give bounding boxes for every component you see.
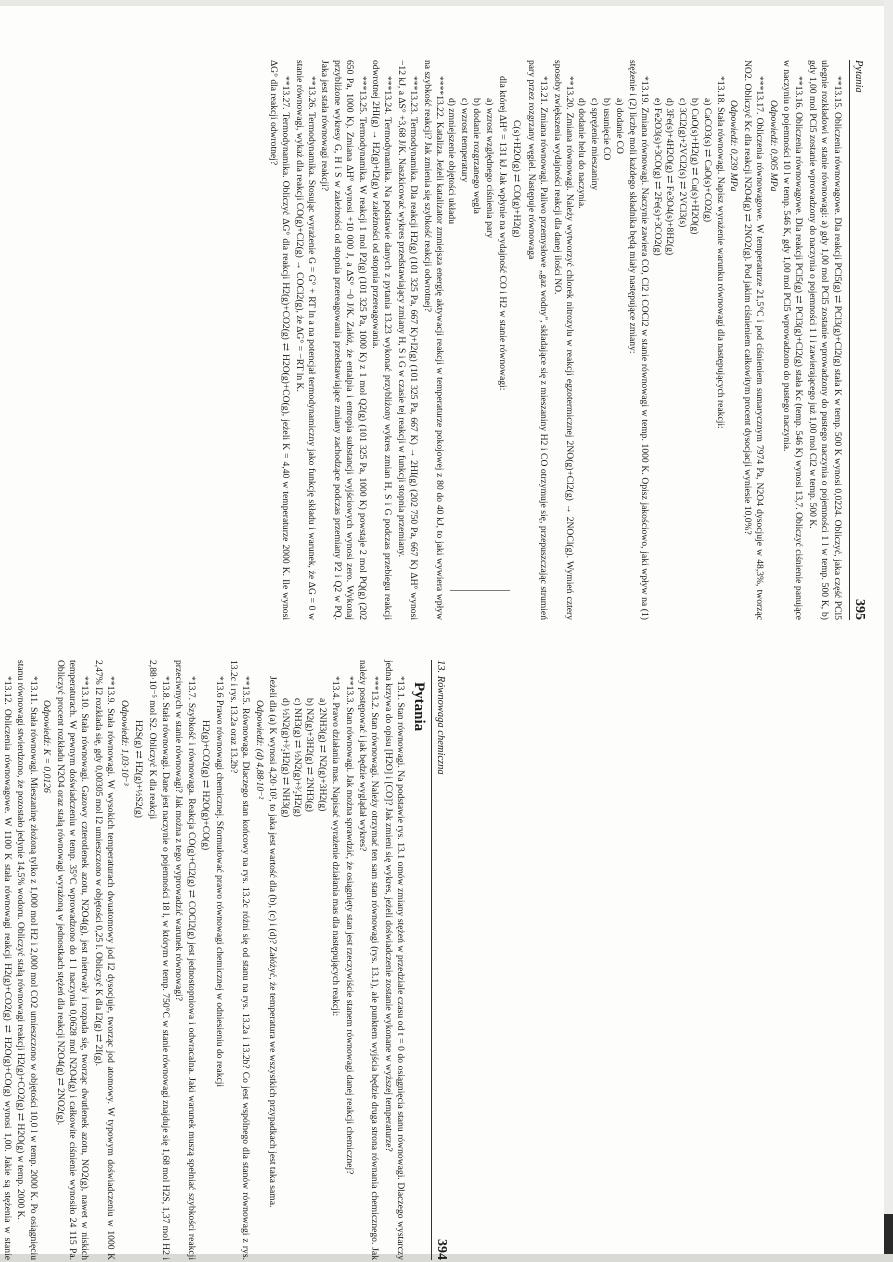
sub-item: e) Fe2O3(s)+3CO(g) ⇄ 2Fe(s)+3CO2(g): [651, 98, 663, 256]
scan-edge-right: [884, 0, 893, 1262]
problem-text: **13.26. Termodynamika. Stosując wyrażenie G = G° + RT ln a na potencjał termodynamiczny jako funkcję składu i warunek, że ΔG = 0 w stanie równowagi, wykaż dla reakcji CO(g)+Cl2(g) → COCl2(g), że ΔG° = −RT ln K.: [293, 60, 317, 620]
section-title: Pytania: [410, 682, 427, 732]
problem-text: **13.9. Stała równowagi. W wysokich temperaturach dwuatomowy jod I2 dysocjuje, tworząc jod atomowy. W typowym doświadczeniu w 1000 K 2,47% I2 rozkłada się, gdy 0,00305 mol I2 umieszczono w objętości 0,25 l. Obliczyć K dla I2(g) ⇄ 2I(g).: [92, 660, 117, 1260]
problem-text: *13.6 Prawo równowagi chemicznej. Sformułować prawo równowagi chemicznej w odniesieniu do reakcji: [214, 676, 226, 1088]
running-head-left: [431, 660, 447, 1260]
reaction-line: d) ½N2(g)+³⁄₂H2(g) ⇄ NH3(g): [279, 698, 291, 818]
sub-item: d) 3Fe(s)+4H2O(g) ⇄ Fe3O4(s)+8H2(g): [664, 98, 676, 256]
problem-text: ***13.23. Termodynamika. Dla reakcji H2(g) (101 325 Pa, 667 K)+I2(g) (101 325 Pa, 667 K) → 2HI(g) (202 750 Pa, 667 K) ΔH° wynosi −12 kJ, a ΔS° +3,68 J/K. Naszkicować wykres przedstawiający zmiany H, S i G w czasie tej reakcji w funkcji stopnia przemiany.: [395, 60, 420, 620]
problem-text: *13.12. Obliczenia równowagowe. W 1100 K stała równowagi reakcji H2(g)+CO2(g) ⇄ H2O(g)+CO(g) wynosi 1,00. Jakie są stężenia w stanie: [2, 676, 13, 1260]
running-head-right: [849, 60, 865, 620]
reaction-line: c) NH3(g) ⇄ ½N2(g)+³⁄₂H2(g): [291, 698, 303, 817]
sub-item: a) CaCO3(s) ⇄ CaO(s)+CO2(g): [701, 98, 713, 223]
sub-item: b) usunięcie CO: [601, 98, 613, 161]
page-394: [2, 660, 449, 1260]
problem-text: **13.3. Stan równowagi. Jak można sprawdzić, że osiągnięty stan jest rzeczywiście stanem równowagi danej reakcji chemicznej?: [343, 676, 355, 1175]
page-395: [267, 60, 867, 620]
sub-item: c) 3Cl2(g)+2VCl2(s) ⇄ 2VCl3(s): [676, 98, 688, 228]
reaction-line: b) N2(g)+3H2(g) ⇄ 2NH3(g): [304, 698, 316, 812]
equation: H2(g)+CO2(g) ⇄ H2O(g)+CO(g): [200, 720, 212, 851]
sub-item: a) dodanie CO: [613, 98, 625, 154]
problem-text: *13.4. Prawo działania mas. Napisać wyrażenie działania mas dla następujących reakcji:: [330, 676, 342, 1017]
answer-text: Odpowiedź: 1,03·10⁻³: [118, 700, 130, 786]
page-number-right: 395: [852, 599, 867, 620]
reactions-13-4: [278, 660, 328, 1260]
problem-text: *13.11. Stała równowagi. Mieszaninę złożoną tylko z 1,000 mol H2 i 2,000 mol CO2 umieszczono w objętości 10,0 l w temp. 2000 K. Po osiągnięciu stanu równowagi stwierdzono, że pozostało jedynie 14,5% wodoru. Obliczyć stałą równowagi reakcji H2(g)+CO2(g) ⇄ H2O(g) w temp. 2000 K.: [15, 660, 39, 1260]
answer-text: Odpowiedź: 0,905 MPa: [767, 100, 779, 192]
problem-text: *13.19. Zmiana równowagi. Naczynie zawiera CO, Cl2 i COCl2 w stanie równowagi w temp. 1000 K. Opisz jakościowo, jaki wpływ na (1) stężenie i (2) liczbę moli każdego składnika będą miały następujące zmiany:: [627, 60, 651, 620]
problem-text: ***13.25. Termodynamika. W reakcji 1 mol P2(g) (101 325 Pa, 1000 K) z 1 mol Q2(g) (101 325 Pa, 1000 K) powstaje 2 mol PQ(g) (202 650 Pa, 1000 K). Zmiana ΔH° wynosi +10 000 J, a ΔS° −0 J/K. Załóż, że entalpia i entropia substancji wyjściowych wynosi zero. Wykonaj przybliżone wykresy G, H i S w zależności od stopnia przereagowania przedstawiające zmiany zachodzące podczas przemiany P2 i Q2 w PQ. Jaka jest stała równowagi reakcji?: [319, 60, 368, 620]
left-problem-list: [329, 660, 406, 1260]
problem-text: ***13.17. Obliczenia równowagowe. W temperaturze 21,5°C i pod ciśnieniem sumarycznym 7974 Pa, N2O4 dysocjuje w 48,3%, tworząc NO2. Obliczyć Kc dla reakcji N2O4(g) ⇄ 2NO2(g). Pod jakim ciśnieniem całkowitym procent dysocjacji wyniesie 10,0%?: [741, 60, 766, 620]
problem-text: **13.10. Stała równowagi. Gazowy czterotlenek azotu, N2O4(g), jest nietrwały i rozpada się, tworząc dwutlenek azotu, NO2(g), nawet w niskich temperaturach. W pewnym doświadczeniu w temp. 35°C wprowadzono do 1 l naczynia 0,0628 mol N2O4(g) i całkowite ciśnienie wynosiło 24 115 Pa. Obliczyć procent rozkładu N2O4 oraz stałą równowagi wyrażoną w jednostkach stężeń dla reakcji N2O4(g) ⇄ 2NO2(g).: [54, 660, 91, 1260]
problem-text: **13.16. Obliczenia równowagowe. Dla reakcji PCl5(g) ⇄ PCl3(g)+Cl2(g) stała Kc (temp. 546 K) wynosi 13,7. Obliczyć ciśnienie panujące w naczyniu o pojemności 10 l w temp. 546 K, gdy 1,00 mol PCl5 wprowadzono do pustego naczynia.: [780, 60, 805, 620]
problem-text: **13.20. Zmiana równowagi. Należy wytworzyć chlorek nitrozylu w reakcji egzotermicznej 2NO(g)+Cl2(g) → 2NOCl(g). Wymień cztery sposoby zwiększenia wydajności reakcji dla danej ilości NO.: [551, 60, 576, 620]
problem-text: **13.5. Równowaga. Dlaczego stan końcowy na rys. 13.2c różni się od stanu na rys. 13.2a i 13.2b? Co jest wspólnego dla stanów równowagi z rys. 13.2c i rys. 13.2a oraz 13.2b?: [227, 660, 252, 1260]
running-title-left: 13. Równowaga chemiczna: [435, 660, 446, 775]
problem-text: *13.1. Stan równowagi. Na podstawie rys. 13.1 omów zmiany stężeń w przedziale czasu od t = 0 do osiągnięcia stanu równowagi. Dlaczego wystarczy jedna krzywa do opisu [H2O] i [CO]? Jak zmieni się wykres, jeżeli doświadczenie zostanie wykonane w wyższej temperaturze?: [382, 660, 407, 1260]
problem-text: *13.18. Stała równowagi. Napisz wyrażenie warunku równowagi dla następujących reakcji:: [714, 76, 726, 429]
equation: H2S(g) ⇄ H2(g)+½S2(g): [133, 720, 145, 818]
problem-text: **13.15. Obliczenia równowagowe. Dla reakcji PCl5(g) ⇄ PCl3(g)+Cl2(g) stała K w temp. 500 K wynosi 0,0224. Obliczyć, jaka część PCl5 ulegnie rozkładowi w stanie równowagi: a) gdy 1,00 mol PCl5 zostanie wprowadzony do pustego naczynia o pojemności 1 l w temp. 500 K, b) gdy 1,00 mol PCl5 zostanie wprowadzony do naczynia o pojemności 1 l i zawierającego już 1,00 mol Cl2 w temp. 500 K.: [806, 60, 843, 620]
sub-item: a) wzrost względnego ciśnienia pary: [483, 98, 495, 239]
running-title-right: Pytania: [853, 60, 864, 93]
problem-text: *13.21. Zmiana równowagi. Paliwo przemysłowe „gaz wodny", składające się z mieszaniny H2 i CO otrzymuje się, przepuszczając strumień pary przez rozgrzany węgiel. Następuje równowaga: [525, 60, 550, 620]
problem-text: dla której ΔH° = 131 kJ. Jak wpłynie na wydajność CO i H2 w stanie równowagi:: [497, 76, 509, 391]
sub-item: b) CuO(s)+H2(g) ⇄ Cu(s)+H2O(g): [689, 98, 701, 235]
scan-edge-top: [0, 0, 893, 6]
problem-text: ****13.22. Kataliza. Jeżeli katalizator zmniejsza energię aktywacji reakcji w temperaturze pokojowej z 80 do 40 kJ, to jaki wywiera wpływ na szybkość reakcji? Jak zmienia się szybkość reakcji odwrotnej?: [421, 60, 445, 620]
problem-text: ***13.2. Stan równowagi. Należy otrzymać ten sam stan równowagi (rys. 13.1), ale punktem wyjścia będzie druga strona równania chemicznego. Jak należy postępować i jak będzie wyglądał wykres?: [356, 660, 381, 1260]
answer-text: Odpowiedź: 0,239 MPa: [728, 100, 740, 192]
problem-text: *13.7. Szybkość i równowaga. Reakcja CO(g)+Cl2(g) ⇄ COCl2(g) jest jednostopniowa i odwracalna. Jaki warunek muszą spełniać szybkości reakcji przeciwnych w stanie równowagi? Jak można z tego wyprowadzić warunek równowagi?: [173, 660, 197, 1260]
left-problem-list-continued: [0, 660, 278, 1260]
problem-text: ***13.24. Termodynamika. Na podstawie danych z pytania 13.23 wykonać przybliżony wykres zmian H, S i G podczas przebiegu reakcji odwrotnej 2HI(g) → H2(g)+I2(g) w zależności od stopnia przereagowania.: [369, 60, 394, 620]
page-number-left: 394: [434, 1239, 449, 1260]
sub-item: b) dodanie rozgrzanego węgla: [471, 98, 483, 214]
reaction-line: a) 2NH3(g) ⇄ N2(g)+3H2(g): [316, 698, 328, 812]
problem-text: **13.27. Termodynamika. Obliczyć ΔG° dla reakcji H2(g)+CO2(g) ⇄ H2O(g)+CO(g), jeżeli K = 4,40 w temperaturze 2000 K. Ile wynosi ΔG° dla reakcji odwrotnej?: [267, 60, 292, 620]
answer-text: Odpowiedź: (d) 4,88·10⁻²: [253, 700, 265, 800]
problem-text: *13.8. Stała równowagi. Dane jest naczynie o pojemności 18 l, w którym w temp. 750°C w stanie równowagi znajduje się 1,68 mol H2S, 1,37 mol H2 i 2,88·10⁻⁵ mol S2. Obliczyć K dla reakcji: [147, 660, 171, 1260]
right-problem-list: [266, 60, 842, 620]
sub-item: c) wzrost temperatury: [458, 98, 470, 183]
problem-text: Jeżeli dla (a) K wynosi 4,20·10², to jaka jest wartość dla (b), (c) i (d)? Załóżyć, że temperatura we wszystkich przypadkach jest taka sama.: [267, 676, 279, 1208]
sub-item: c) sprężenie mieszaniny: [588, 98, 600, 191]
scan-corner-mark: [884, 1214, 893, 1254]
equation: C(s)+H2O(g) ⇄ CO(g)+H2(g): [511, 120, 523, 238]
sub-item: d) zmniejszenie objętości układu: [446, 98, 458, 225]
sub-item: d) dodanie helu do naczynia.: [576, 98, 588, 209]
answer-text: Odpowiedź: K = 0,0126: [41, 700, 53, 793]
